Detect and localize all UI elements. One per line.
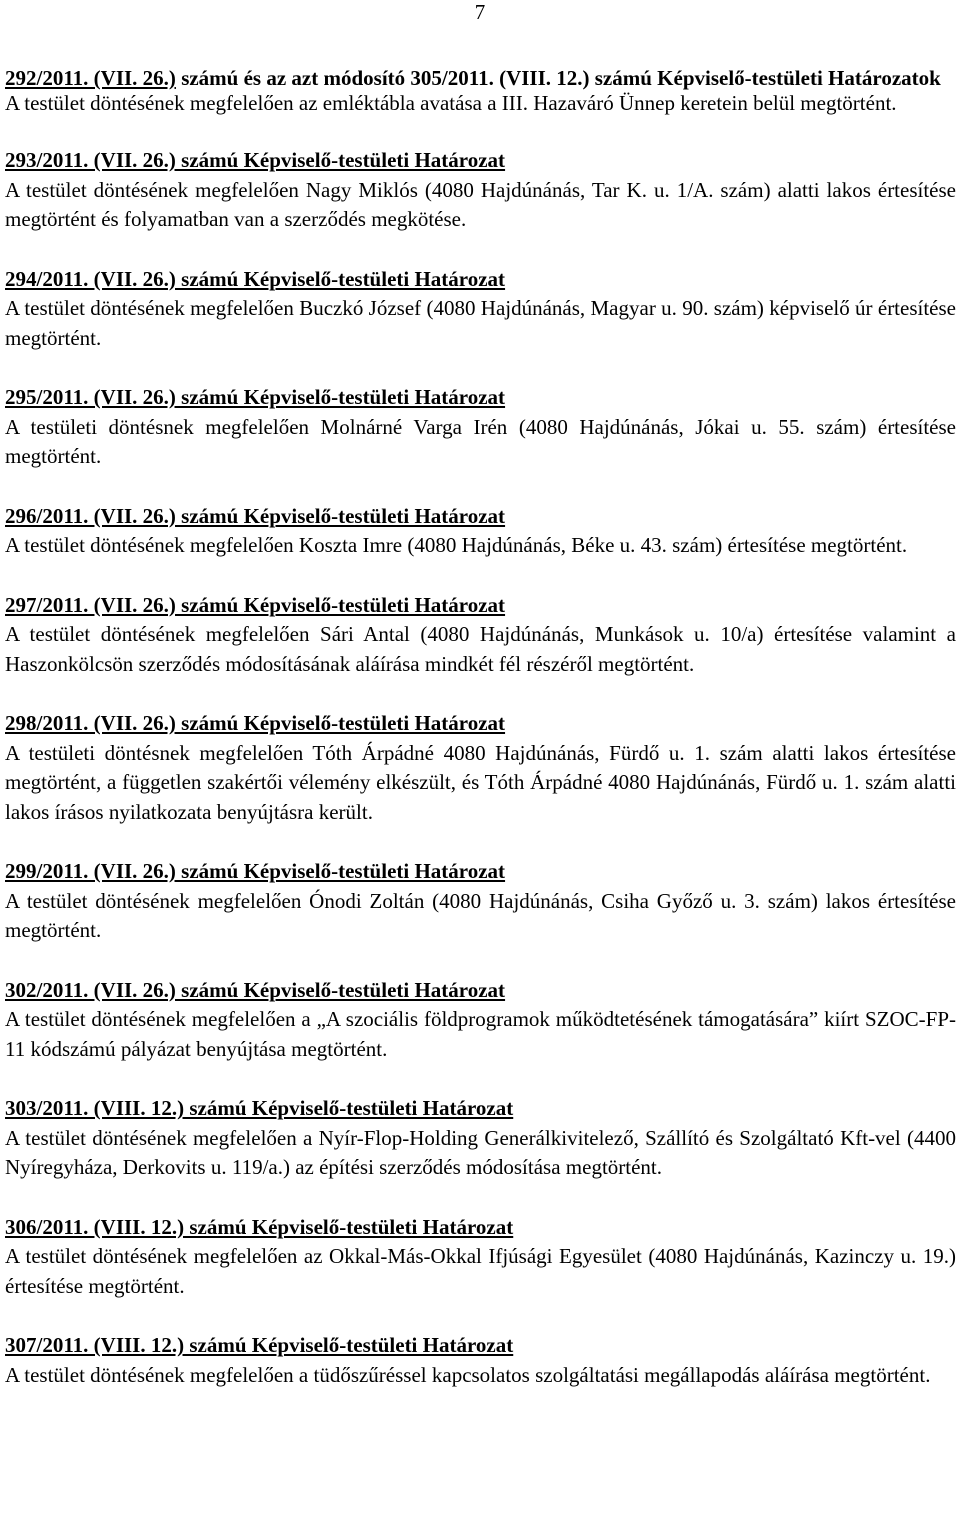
resolution-heading <box>5 66 956 91</box>
resolution-body: A testület döntésének megfelelően Nagy Miklós (4080 Hajdúnánás, Tar K. u. 1/A. szám) alatti lakos értesítése megtörtént és folyamatban van a szerződés megkötése. <box>5 177 956 231</box>
resolution-heading <box>5 1331 956 1361</box>
resolution-heading-underlined: 296/2011. (VII. 26.) számú Képviselő-testületi Határozat <box>5 503 506 528</box>
resolution-body: A testületi döntésnek megfelelően Molnárné Varga Irén (4080 Hajdúnánás, Jókai u. 55. szám) értesítése megtörtént. <box>5 414 956 468</box>
resolution-body: A testület döntésének megfelelően az Okkal-Más-Okkal Ifjúsági Egyesület (4080 Hajdúnánás, Kazinczy u. 19.) értesítése megtörtént. <box>5 1244 956 1298</box>
resolution-section-10 <box>5 1213 956 1302</box>
resolution-body: A testület döntésének megfelelően Sári Antal (4080 Hajdúnánás, Munkások u. 10/a) értesítése valamint a Haszonkölcsön szerződés módosításának aláírása mindkét fél részéről megtörtént. <box>5 622 956 676</box>
resolution-heading-underlined: 302/2011. (VII. 26.) számú Képviselő-testületi Határozat <box>5 977 506 1002</box>
resolution-body: A testület döntésének megfelelően Buczkó József (4080 Hajdúnánás, Magyar u. 90. szám) képviselő úr értesítése megtörtént. <box>5 296 956 350</box>
resolution-section-4 <box>5 502 956 561</box>
document-body <box>5 66 956 1420</box>
resolution-body: A testület döntésének megfelelően a tüdőszűréssel kapcsolatos szolgáltatási megállapodás aláírása megtörtént. <box>5 1362 931 1387</box>
resolution-heading <box>5 591 956 621</box>
resolution-heading <box>5 1094 956 1124</box>
resolution-section-7 <box>5 857 956 946</box>
resolution-section-0 <box>5 66 956 116</box>
resolution-heading-underlined: 297/2011. (VII. 26.) számú Képviselő-testületi Határozat <box>5 592 506 617</box>
resolution-heading <box>5 265 956 295</box>
resolution-heading-underlined: 293/2011. (VII. 26.) számú Képviselő-testületi Határozat <box>5 148 506 172</box>
resolution-section-11 <box>5 1331 956 1390</box>
resolution-section-6 <box>5 709 956 827</box>
resolution-heading-underlined: 298/2011. (VII. 26.) számú Képviselő-testületi Határozat <box>5 711 506 735</box>
resolution-heading-underlined: 307/2011. (VIII. 12.) számú Képviselő-testületi Határozat <box>5 1333 514 1357</box>
resolution-body: A testület döntésének megfelelően az emléktábla avatása a III. Hazaváró Ünnep keretein belül megtörtént. <box>5 91 897 115</box>
resolution-heading <box>5 1213 956 1243</box>
resolution-body: A testület döntésének megfelelően a Nyír-Flop-Holding Generálkivitelező, Szállító és Szolgáltató Kft-vel (4400 Nyíregyháza, Derkovits u. 119/a.) az építési szerződés módosítása megtörtént. <box>5 1125 956 1179</box>
resolution-heading <box>5 502 956 532</box>
resolution-body: A testületi döntésnek megfelelően Tóth Árpádné 4080 Hajdúnánás, Fürdő u. 1. szám alatti lakos értesítése megtörtént, a független szakértői vélemény elkészült, és Tóth Árpádné 4080 Hajdúnánás, Fürdő u. 1. szám alatti lakos írásos nyilatkozata benyújtásra került. <box>5 740 956 824</box>
resolution-heading-underlined: 299/2011. (VII. 26.) számú Képviselő-testületi Határozat <box>5 859 506 883</box>
resolution-heading <box>5 383 956 413</box>
resolution-heading-underlined: 295/2011. (VII. 26.) számú Képviselő-testületi Határozat <box>5 385 506 409</box>
resolution-heading-underlined: 292/2011. (VII. 26.) <box>5 66 176 90</box>
resolution-section-8 <box>5 976 956 1065</box>
resolution-heading <box>5 709 956 739</box>
resolution-heading-underlined: 294/2011. (VII. 26.) számú Képviselő-testületi Határozat <box>5 266 506 291</box>
resolution-heading <box>5 976 956 1006</box>
resolution-body: A testület döntésének megfelelően Koszta Imre (4080 Hajdúnánás, Béke u. 43. szám) értesítése megtörtént. <box>5 533 908 557</box>
page-number: 7 <box>474 0 486 24</box>
resolution-heading-underlined: 303/2011. (VIII. 12.) számú Képviselő-testületi Határozat <box>5 1096 514 1120</box>
resolution-body: A testület döntésének megfelelően a „A szociális földprogramok működtetésének támogatására” kiírt SZOC-FP-11 kódszámú pályázat benyújtása megtörtént. <box>5 1007 956 1061</box>
resolution-heading-underlined: 306/2011. (VIII. 12.) számú Képviselő-testületi Határozat <box>5 1214 514 1239</box>
resolution-heading-rest: számú és az azt módosító 305/2011. (VIII. 12.) számú Képviselő-testületi Határozatok <box>175 66 941 90</box>
resolution-section-3 <box>5 383 956 472</box>
resolution-body: A testület döntésének megfelelően Ónodi Zoltán (4080 Hajdúnánás, Csiha Győző u. 3. szám) lakos értesítése megtörtént. <box>5 888 956 942</box>
resolution-section-5 <box>5 591 956 680</box>
resolution-heading <box>5 857 956 887</box>
resolution-section-9 <box>5 1094 956 1183</box>
resolution-heading <box>5 146 956 176</box>
resolution-section-1 <box>5 146 956 235</box>
resolution-section-2 <box>5 265 956 354</box>
